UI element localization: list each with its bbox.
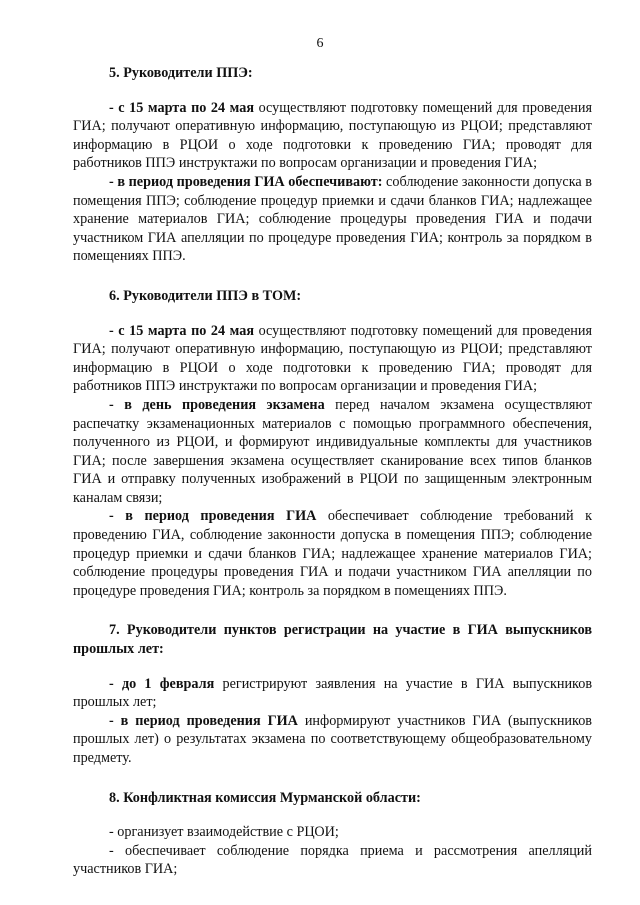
section-8 xyxy=(73,789,592,879)
paragraph-lead: - в период проведения ГИА xyxy=(109,712,298,729)
paragraph-text: обеспечивает соблюдение требований к проведению ГИА, соблюдение законности допуска в помещения ППЭ; соблюдение процедур приемки и сдачи бланков ГИА; надлежащее хранение материалов ГИА; соблюдение процедуры проведения ГИА и подачи участником ГИА апелляции по процедуре проведения ГИА; контроль за порядком в помещениях ППЭ. xyxy=(73,508,592,599)
paragraph xyxy=(73,99,592,173)
section-heading: 7. Руководители пунктов регистрации на участие в ГИА выпускников прошлых лет: xyxy=(73,622,592,658)
section-heading: 8. Конфликтная комиссия Мурманской области: xyxy=(109,789,421,806)
paragraph xyxy=(73,675,592,712)
paragraph-text: осуществляют подготовку помещений для проведения ГИА; получают оперативную информацию, поступающую из РЦОИ; представляют информацию в РЦОИ о ходе подготовки к проведению ГИА; проводят для работников ППЭ инструктажи по вопросам организации и проведения ГИА; xyxy=(73,322,592,395)
page-number: 6 xyxy=(316,36,324,51)
section-7 xyxy=(73,621,592,767)
section-heading: 5. Руководители ППЭ: xyxy=(109,65,253,81)
paragraph-lead: - в период проведения ГИА xyxy=(109,508,317,525)
paragraph xyxy=(73,507,592,600)
document-body xyxy=(73,64,592,900)
paragraph xyxy=(73,396,592,508)
paragraph xyxy=(73,823,592,842)
paragraph-lead: - с 15 марта по 24 мая xyxy=(109,322,254,339)
paragraph-lead: - с 15 марта по 24 мая xyxy=(109,99,254,116)
section-heading: 6. Руководители ППЭ в ТОМ: xyxy=(109,287,302,304)
section-5 xyxy=(73,64,592,266)
paragraph-text: перед началом экзамена осуществляют распечатку экзаменационных материалов с помощью программного обеспечения, полученного из РЦОИ, и формируют индивидуальные комплекты для участников ГИА; после завершения экзамена осуществляет сканирование всех типов бланков ГИА и отправку полученных изображений в РЦОИ по защищенным электронным каналам связи; xyxy=(73,396,592,506)
paragraph-text: информируют участников ГИА (выпускников прошлых лет) о результатах экзамена по соответствующему общеобразовательному предмету. xyxy=(73,712,592,766)
paragraph xyxy=(73,842,592,879)
paragraph-lead: - в период проведения ГИА обеспечивают: xyxy=(109,173,383,190)
paragraph-lead: - до 1 февраля xyxy=(109,675,215,692)
paragraph xyxy=(73,173,592,266)
paragraph xyxy=(73,712,592,768)
paragraph-lead: - в день проведения экзамена xyxy=(109,396,325,413)
section-6 xyxy=(73,287,592,601)
paragraph xyxy=(73,322,592,396)
paragraph-text: осуществляют подготовку помещений для проведения ГИА; получают оперативную информацию, поступающую из РЦОИ; представляют информацию в РЦОИ о ходе подготовки к проведению ГИА; проводят для работников ППЭ инструктажи по вопросам организации и проведения ГИА; xyxy=(73,99,592,172)
paragraph-text: - обеспечивает соблюдение порядка приема и рассмотрения апелляций участников ГИА; xyxy=(73,842,592,878)
paragraph-text: регистрируют заявления на участие в ГИА выпускников прошлых лет; xyxy=(73,675,593,711)
paragraph-text: - организует взаимодействие с РЦОИ; xyxy=(109,824,339,841)
paragraph-text: соблюдение законности допуска в помещения ППЭ; соблюдение процедур приемки и сдачи бланков ГИА; надлежащее хранение материалов ГИА; соблюдение процедуры проведения ГИА и подачи участником ГИА апелляции по процедуре проведения ГИА; контроль за порядком в помещениях ППЭ. xyxy=(73,173,592,265)
